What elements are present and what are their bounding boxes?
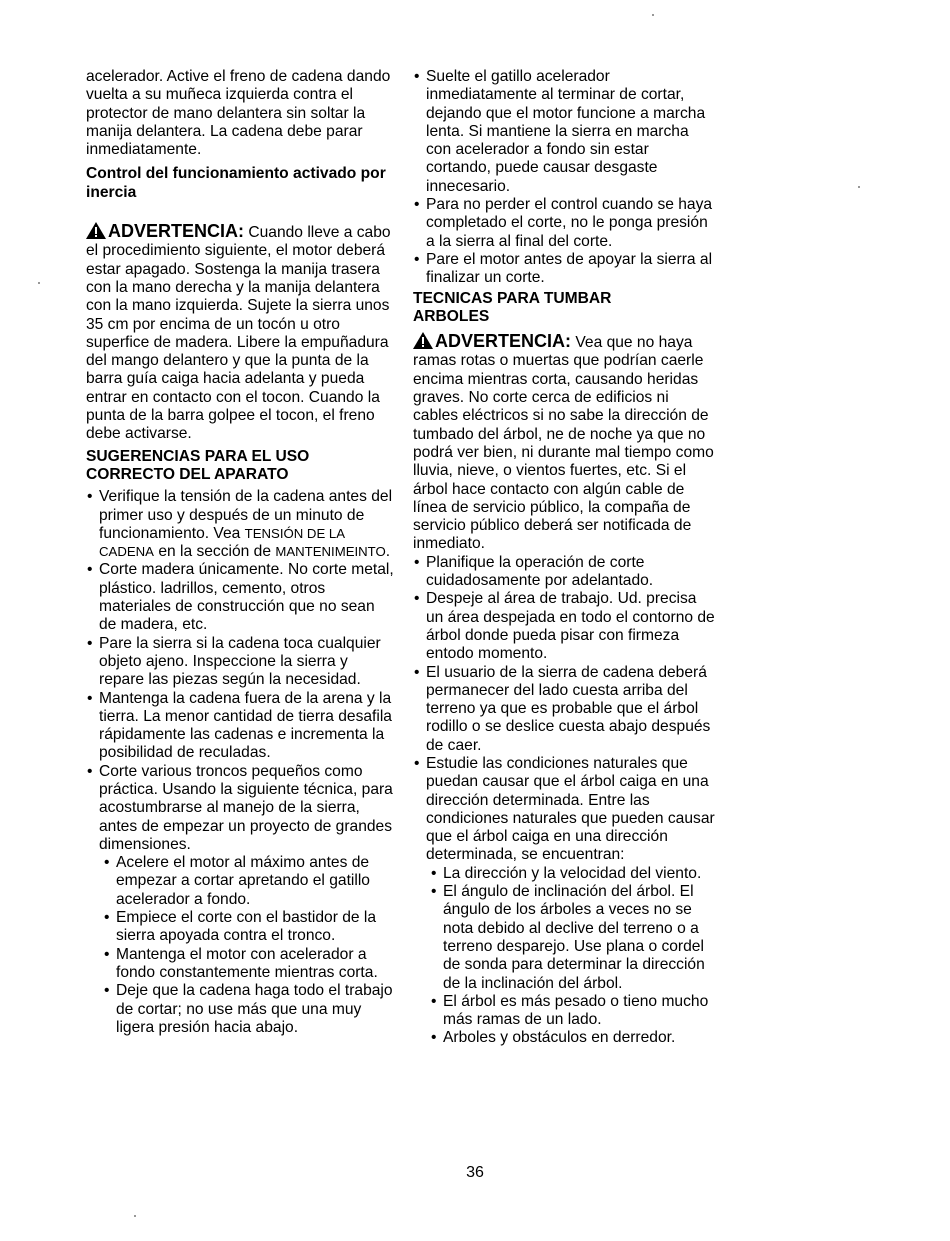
list-item: • Para no perder el control cuando se haya completado el corte, no le ponga presión a la sierra al final del corte. bbox=[413, 196, 718, 251]
warning-label: ADVERTENCIA: bbox=[108, 221, 245, 242]
scan-speck bbox=[134, 1215, 136, 1217]
list-item-text: en la sección de bbox=[158, 543, 272, 561]
scan-speck bbox=[858, 186, 860, 188]
warning-paragraph bbox=[86, 222, 396, 444]
chain-tension-reference: TENSIÓN DE LA CADENA bbox=[99, 525, 345, 560]
page-number: 36 bbox=[466, 1164, 484, 1181]
warning-label: ADVERTENCIA: bbox=[435, 331, 572, 352]
intro-paragraph: acelerador. Active el freno de cadena dando vuelta a su muñeca izquierda contra el protector de mano delantera sin soltar la manija delantera. La cadena debe parar inmediatamente. bbox=[86, 68, 391, 159]
practice-sublist bbox=[86, 854, 396, 1037]
warning-text: Cuando lleve a cabo el procedimiento siguiente, el motor deberá estar apagado. Sostenga la manija trasera con la mano derecha y la manija delantera con la mano izquierda. Sujete la sierra unos 35 cm por encima de un tocón u otro superfice de madera. Libere la empuñadura del mango delantero y que la punta de la barra guía caiga hacia adelanta y pueda entrar en contacto con el tocon. Cuando la punta de la barra golpee el tocon, el freno debe activarse. bbox=[86, 224, 391, 443]
warning-triangle-icon bbox=[86, 222, 106, 239]
felling-list bbox=[413, 554, 718, 865]
list-item: • Suelte el gatillo acelerador inmediatamente al terminar de cortar, dejando que el motor funcione a marcha lenta. Si mantiene la sierra en marcha con acelerador a fondo sin estar cortando, puede causar desgaste innecesario. bbox=[413, 68, 718, 196]
list-item: • Mantenga la cadena fuera de la arena y la tierra. La menor cantidad de tierra desafila rápidamente las cadenas e incrementa la posibilidad de reculadas. bbox=[86, 690, 396, 763]
sub-list-item: • Empiece el corte con el bastidor de la sierra apoyada contra el tronco. bbox=[103, 909, 396, 946]
list-item: • El usuario de la sierra de cadena deberá permanecer del lado cuesta arriba del terreno ya que es probable que el árbol rodillo o se deslice cuesta abajo después de caer. bbox=[413, 664, 718, 755]
list-item: • Estudie las condiciones naturales que puedan causar que el árbol caiga en una dirección determinada. Entre las condiciones naturales que pueden causar que el árbol caiga en una dirección determinada, se encuentran: bbox=[413, 755, 718, 865]
list-item-end: . bbox=[385, 543, 391, 561]
suggestions-heading: SUGERENCIAS PARA EL USO CORRECTO DEL APARATO bbox=[86, 447, 310, 483]
natural-conditions-sublist bbox=[413, 865, 718, 1048]
warning-triangle-icon bbox=[413, 332, 433, 349]
list-item-text: Verifique la tensión de la cadena antes del primer uso y después de un minuto de funcionamiento. Vea bbox=[99, 488, 393, 542]
sub-list-item: • Acelere el motor al máximo antes de empezar a cortar apretando el gatillo acelerador a fondo. bbox=[103, 854, 396, 909]
scan-speck bbox=[38, 282, 40, 284]
inertia-heading: Control del funcionamiento activado por inercia bbox=[86, 165, 386, 201]
right-column bbox=[413, 68, 718, 1048]
maintenance-reference: MANTENIMEINTO bbox=[275, 544, 386, 560]
list-item: • Pare el motor antes de apoyar la sierra al finalizar un corte. bbox=[413, 251, 718, 288]
sub-list-item: • Mantenga el motor con acelerador a fondo constantemente mientras corta. bbox=[103, 946, 396, 983]
scan-speck bbox=[652, 14, 654, 16]
warning-paragraph bbox=[413, 332, 718, 554]
sub-list-item: • La dirección y la velocidad del viento. bbox=[430, 865, 718, 883]
sub-list-item: • Deje que la cadena haga todo el trabajo de cortar; no use más que una muy ligera presión hacia abajo. bbox=[103, 982, 396, 1037]
suggestions-list bbox=[86, 488, 396, 854]
warning-text: Vea que no haya ramas rotas o muertas que podrían caerle encima mientras corta, causando heridas graves. No corte cerca de edificios ni cables eléctricos si no sabe la dirección de tumbado del árbol, ne de noche ya que no podrá ver bien, ni durante mal tiempo como lluvia, nieve, o vientos fuertes, etc. Si el árbol hace contacto con algún cable de línea de servicio público, la compaña de servicio público deberá ser notificada de inmediato. bbox=[413, 334, 714, 553]
sub-list-item: • El árbol es más pesado o tieno mucho más ramas de un lado. bbox=[430, 993, 718, 1030]
sub-list-item: • El ángulo de inclinación del árbol. El ángulo de los árboles a veces no se nota debido al declive del terreno o a terreno desparejo. Use plana o cordel de sonda para determinar la dirección de la inclinación del árbol. bbox=[430, 883, 718, 993]
list-item: • Corte madera únicamente. No corte metal, plástico. ladrillos, cemento, otros materiales de construcción que no sean de madera, etc. bbox=[86, 561, 396, 634]
list-item: • Planifique la operación de corte cuidadosamente por adelantado. bbox=[413, 554, 718, 591]
list-item: • Despeje al área de trabajo. Ud. precisa un área despejada en todo el contorno de árbol donde pueda pisar con firmeza entodo momento. bbox=[413, 590, 718, 663]
list-item bbox=[86, 488, 396, 561]
list-item: • Corte various troncos pequeños como práctica. Usando la siguiente técnica, para acostumbrarse al manejo de la sierra, antes de empezar un proyecto de grandes dimensiones. bbox=[86, 763, 396, 854]
felling-heading: TECNICAS PARA TUMBAR ARBOLES bbox=[413, 289, 612, 325]
list-item: • Pare la sierra si la cadena toca cualquier objeto ajeno. Inspeccione la sierra y repare las piezas según la necesidad. bbox=[86, 635, 396, 690]
sub-list-item: • Arboles y obstáculos en derredor. bbox=[430, 1029, 718, 1047]
cutting-tips-list bbox=[413, 68, 718, 288]
left-column bbox=[86, 68, 396, 1037]
